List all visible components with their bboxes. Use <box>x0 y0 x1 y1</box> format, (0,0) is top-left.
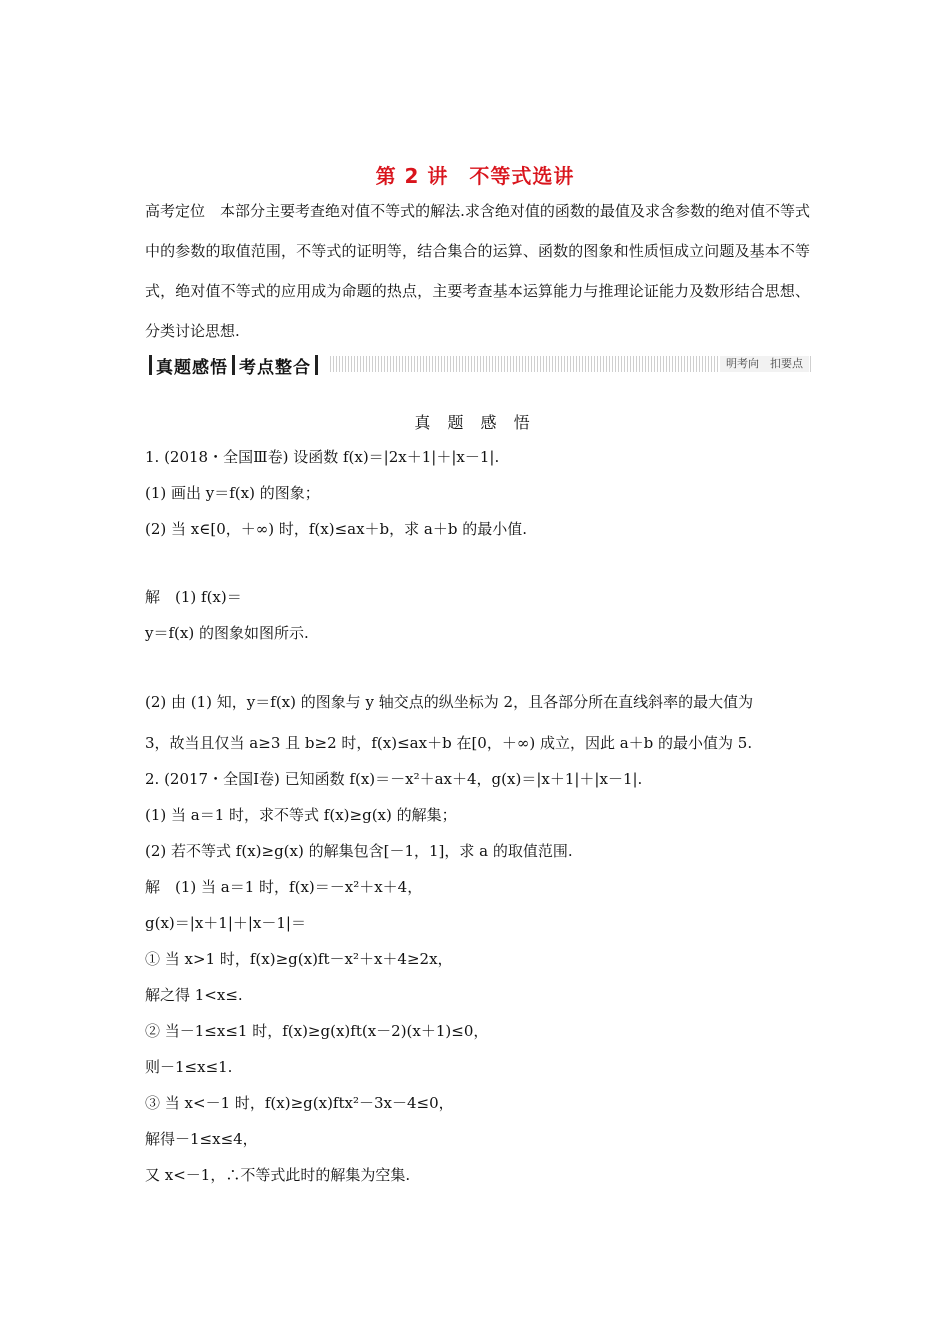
text-line: 2. (2017・全国Ⅰ卷) 已知函数 f(x)＝－x²＋ax＋4，g(x)＝|x＋1|＋|x－1|. <box>145 770 643 788</box>
text-line: y＝f(x) 的图象如图所示. <box>145 624 309 642</box>
text-line: (2) 由 (1) 知，y＝f(x) 的图象与 y 轴交点的纵坐标为 2，且各部分所在直线斜率的最大值为 <box>145 693 754 711</box>
text-line: 则－1≤x≤1. <box>145 1058 233 1076</box>
text-line: 解 (1) f(x)＝ <box>145 588 242 606</box>
text-line: 解 (1) 当 a＝1 时，f(x)＝－x²＋x＋4， <box>145 878 423 896</box>
text-line: 解之得 1<x≤. <box>145 986 243 1004</box>
text-line: (1) 画出 y＝f(x) 的图象； <box>145 484 320 502</box>
banner-label-b: 考点整合 <box>239 357 311 378</box>
text-line: 1. (2018・全国Ⅲ卷) 设函数 f(x)＝|2x＋1|＋|x－1|. <box>145 448 500 466</box>
banner-left-label <box>145 353 326 377</box>
text-line: (1) 当 a＝1 时，求不等式 f(x)≥g(x) 的解集； <box>145 806 457 824</box>
section-heading: 真 题 感 悟 <box>414 413 536 432</box>
page-title: 第 2 讲 不等式选讲 <box>375 164 575 188</box>
text-line: 又 x<－1，∴不等式此时的解集为空集. <box>145 1166 411 1184</box>
banner-divider <box>315 355 318 375</box>
text-line: 解得－1≤x≤4， <box>145 1130 258 1148</box>
text-line: 3，故当且仅当 a≥3 且 b≥2 时，f(x)≤ax＋b 在[0，＋∞) 成立，因此 a＋b 的最小值为 5. <box>145 734 753 752</box>
text-line: (2) 若不等式 f(x)≥g(x) 的解集包含[－1，1]，求 a 的取值范围. <box>145 842 573 860</box>
banner-right-label: 明考向 扣要点 <box>720 356 809 372</box>
section-banner <box>145 352 813 378</box>
banner-divider <box>149 355 152 375</box>
text-line: (2) 当 x∈[0，＋∞) 时，f(x)≤ax＋b，求 a＋b 的最小值. <box>145 520 527 538</box>
banner-label-a: 真题感悟 <box>156 357 228 378</box>
intro-paragraph: 高考定位 本部分主要考查绝对值不等式的解法.求含绝对值的函数的最值及求含参数的绝对值不等式中的参数的取值范围，不等式的证明等，结合集合的运算、函数的图象和性质恒成立问题及基本不等式，绝对值不等式的应用成为命题的热点，主要考查基本运算能力与推理论证能力及数形结合思想、分类讨论思想. <box>145 202 810 340</box>
text-line: g(x)＝|x＋1|＋|x－1|＝ <box>145 914 306 932</box>
text-line: ② 当－1≤x≤1 时，f(x)≥g(x)ft(x－2)(x＋1)≤0， <box>145 1022 489 1040</box>
banner-divider <box>232 355 235 375</box>
text-line: ③ 当 x<－1 时，f(x)≥g(x)ftx²－3x－4≤0， <box>145 1094 454 1112</box>
text-line: ① 当 x>1 时，f(x)≥g(x)ft－x²＋x＋4≥2x， <box>145 950 453 968</box>
